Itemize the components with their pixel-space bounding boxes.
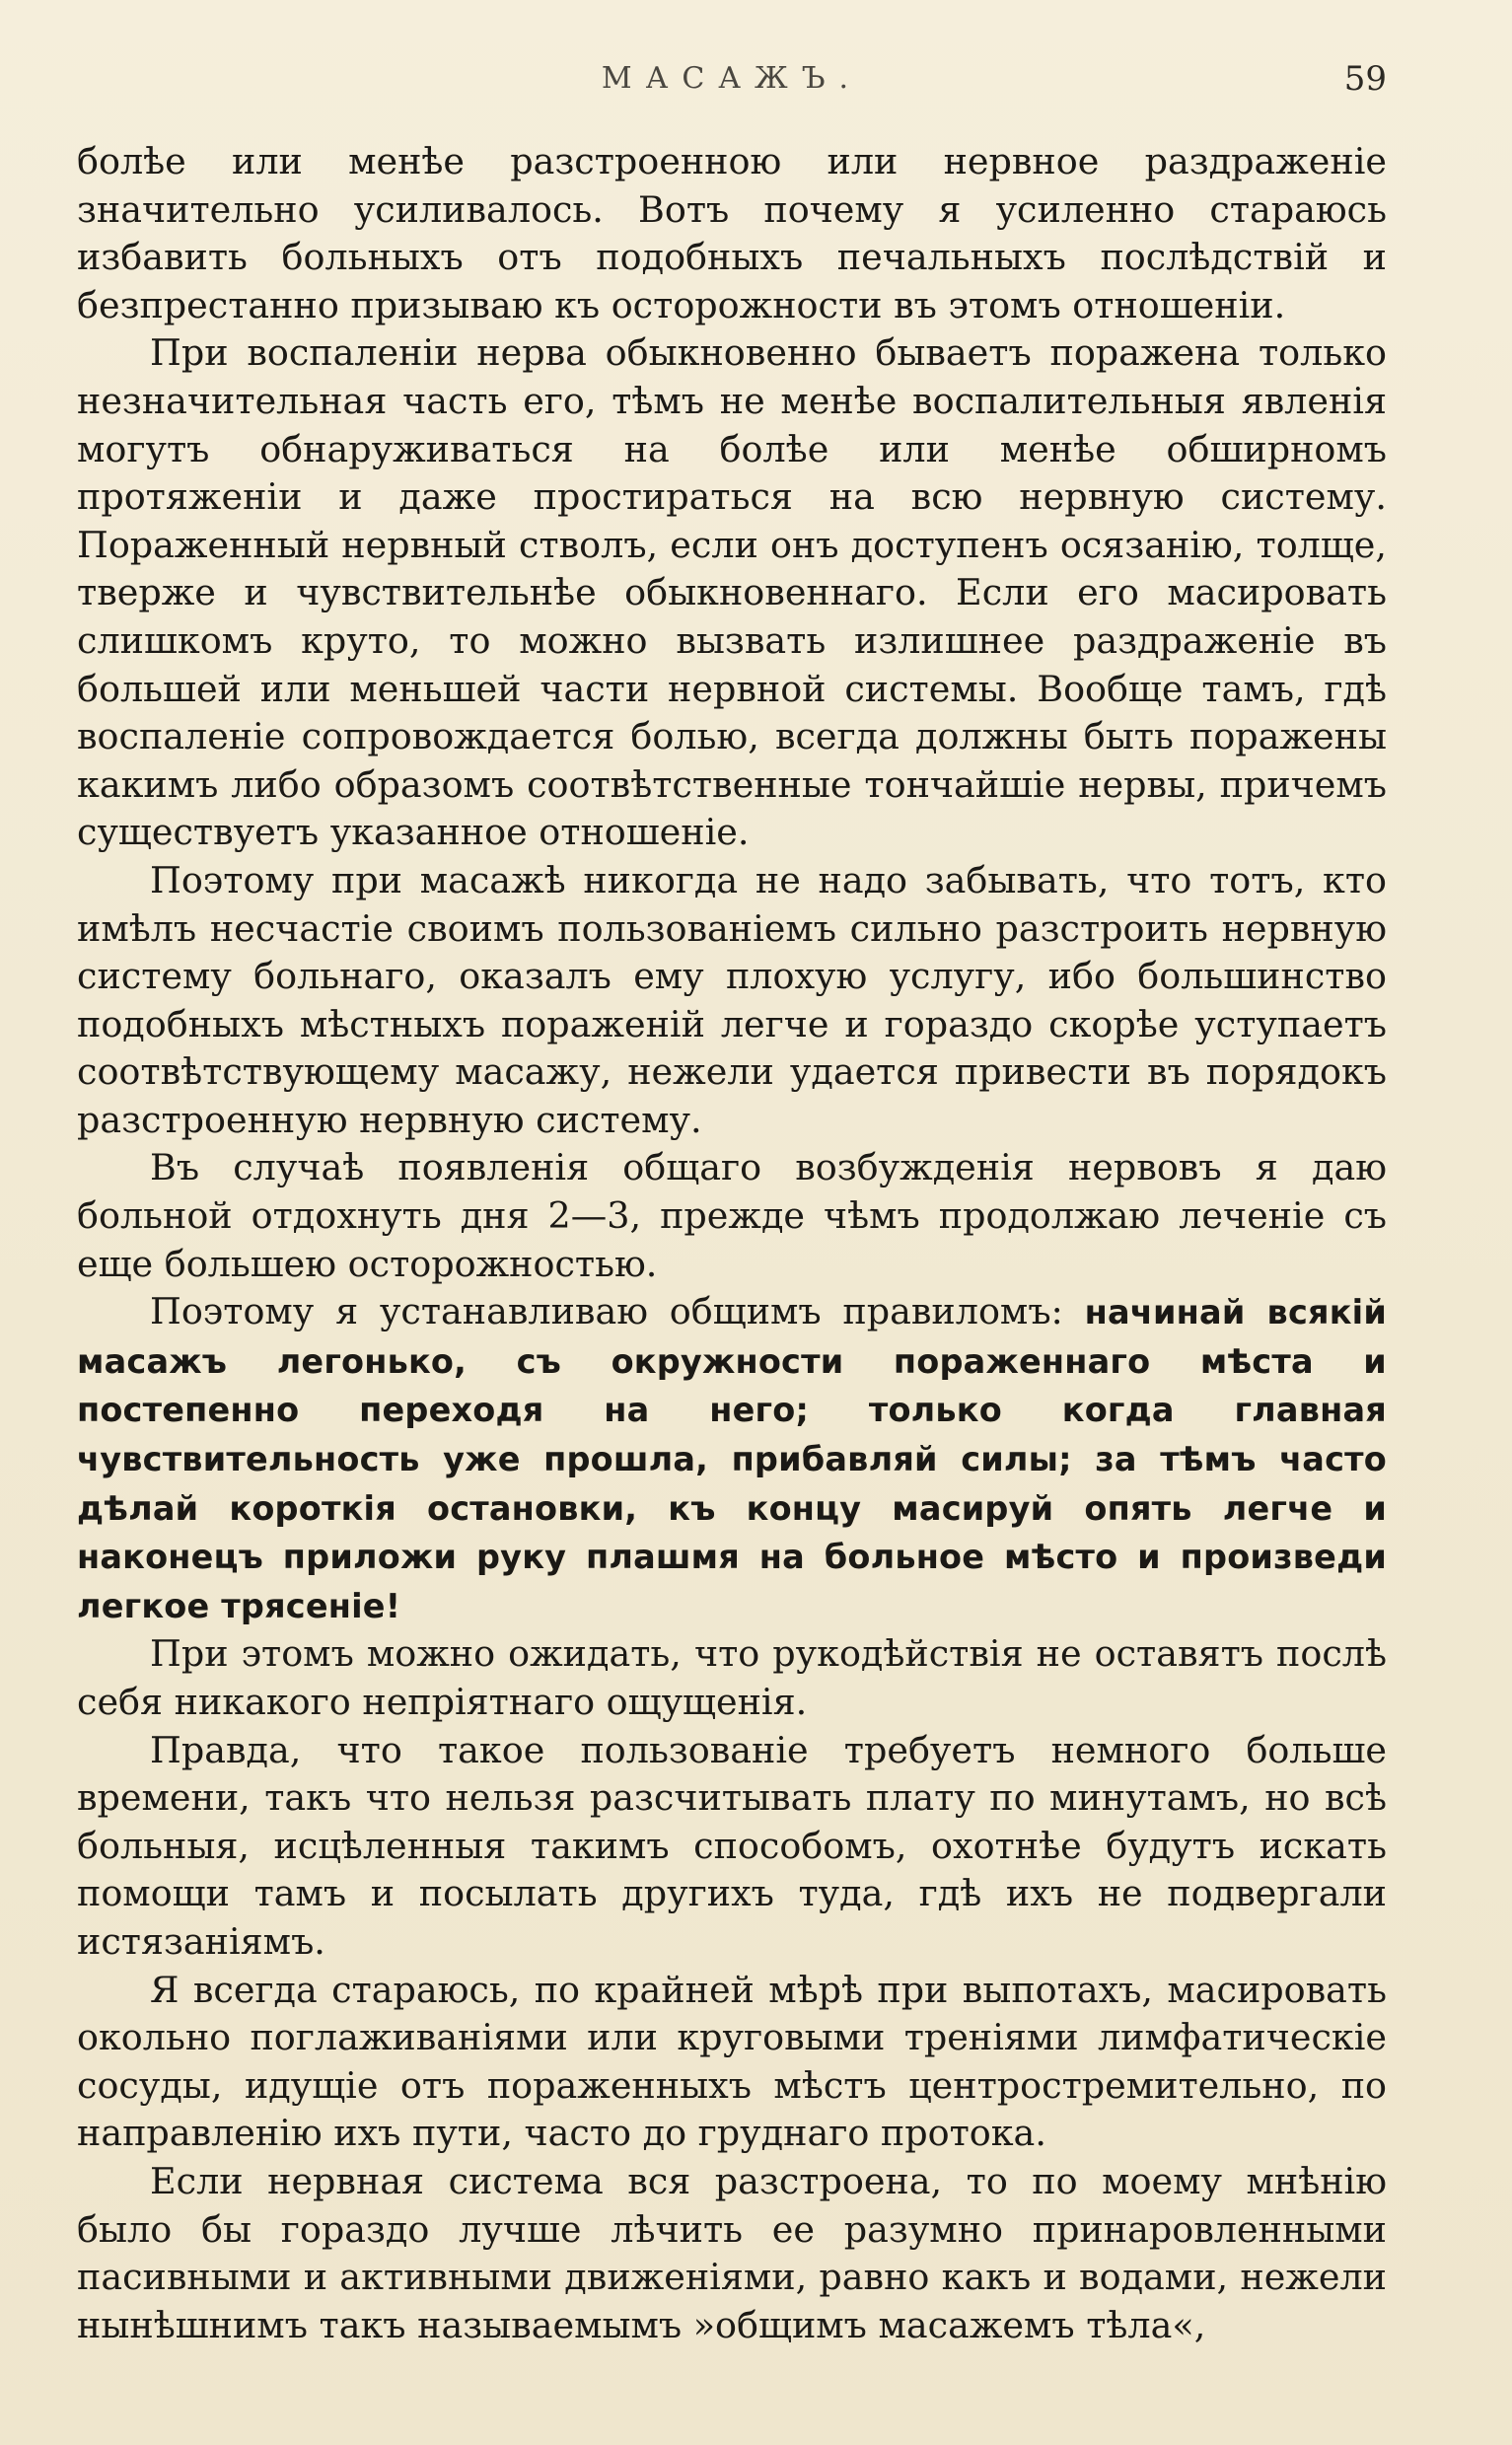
paragraph-text: При воспаленіи нерва обыкновенно бываетъ поражена только незначительная часть его, тѣмъ не менѣе воспалительныя явленія могутъ обнаруживаться на болѣе или менѣе обширномъ протяженіи и даже простираться на всю нервную систему. Пораженный нервный стволъ, если онъ доступенъ осязанію, толще, тверже и чувствительнѣе обыкновеннаго. Если его масировать слишкомъ круто, то можно вызвать излишнее раздраженіе въ большей или меньшей части нервной системы. Вообще тамъ, гдѣ воспаленіе сопровождается болью, всегда должны быть поражены какимъ либо образомъ соотвѣтственные тончайшіе нервы, причемъ существуетъ указанное отношеніе. [77, 331, 1387, 854]
paragraph-text: Поэтому я устанавливаю общимъ правиломъ: [150, 1290, 1085, 1333]
paragraph-continuation [77, 138, 1387, 329]
paragraph [77, 1630, 1387, 1726]
paragraph [77, 1727, 1387, 1967]
paragraph [77, 329, 1387, 857]
paragraph-rule [77, 1288, 1387, 1630]
page-header [77, 49, 1387, 108]
paragraph [77, 2158, 1387, 2349]
paragraph [77, 1144, 1387, 1288]
paragraph [77, 857, 1387, 1145]
paragraph-text: При этомъ можно ожидать, что рукодѣйствія не оставятъ послѣ себя никакого непріятнаго ощущенія. [77, 1632, 1387, 1723]
paragraph-text: Поэтому при масажѣ никогда не надо забывать, что тотъ, кто имѣлъ несчастіе своимъ пользованіемъ сильно разстроить нервную систему больнаго, оказалъ ему плохую услугу, ибо большинство подобныхъ мѣстныхъ пораженій легче и гораздо скорѣе уступаетъ соотвѣтствующему масажу, нежели удается привести въ порядокъ разстроенную нервную систему. [77, 858, 1387, 1141]
paragraph-text: Если нервная система вся разстроена, то по моему мнѣнію было бы гораздо лучше лѣчить ее разумно принаровленными пасивными и активными движеніями, равно какъ и водами, нежели нынѣшнимъ такъ называемымъ »общимъ масажемъ тѣла«, [77, 2159, 1387, 2346]
paragraph-text: болѣе или менѣе разстроенною или нервное раздраженіе значительно усиливалось. Вотъ почему я усиленно стараюсь избавить больныхъ отъ подобныхъ печальныхъ послѣдствій и безпрестанно призываю къ осторожности въ этомъ отношеніи. [77, 140, 1387, 326]
paragraph-text: Я всегда стараюсь, по крайней мѣрѣ при выпотахъ, масировать окольно поглаживаніями или круговыми треніями лимфатическіе сосуды, идущіе отъ пораженныхъ мѣстъ центростремительно, по направленію ихъ пути, часто до груднаго протока. [77, 1968, 1387, 2155]
paragraph [77, 1967, 1387, 2158]
paragraph-text: Правда, что такое пользованіе требуетъ немного больше времени, такъ что нельзя разсчитывать плату по минутамъ, но всѣ больныя, исцѣленныя такимъ способомъ, охотнѣе будутъ искать помощи тамъ и посылать другихъ туда, гдѣ ихъ не подвергали истязаніямъ. [77, 1728, 1387, 1963]
running-title: МАСАЖЪ. [601, 61, 863, 96]
rule-emphasis: начинай всякій масажъ легонько, съ окружности пораженнаго мѣста и постепенно переходя на него; только когда главная чувствительность уже прошла, прибавляй силы; за тѣмъ часто дѣлай короткія остановки, къ концу масируй опять легче и наконецъ приложи руку плашмя на больное мѣсто и произведи легкое трясеніе! [77, 1293, 1388, 1625]
paragraph-text: Въ случаѣ появленія общаго возбужденія нервовъ я даю больной отдохнуть дня 2—3, прежде чѣмъ продолжаю леченіе съ еще большею осторожностью. [77, 1146, 1387, 1285]
page-number: 59 [1343, 59, 1387, 99]
body-text [77, 138, 1387, 2349]
